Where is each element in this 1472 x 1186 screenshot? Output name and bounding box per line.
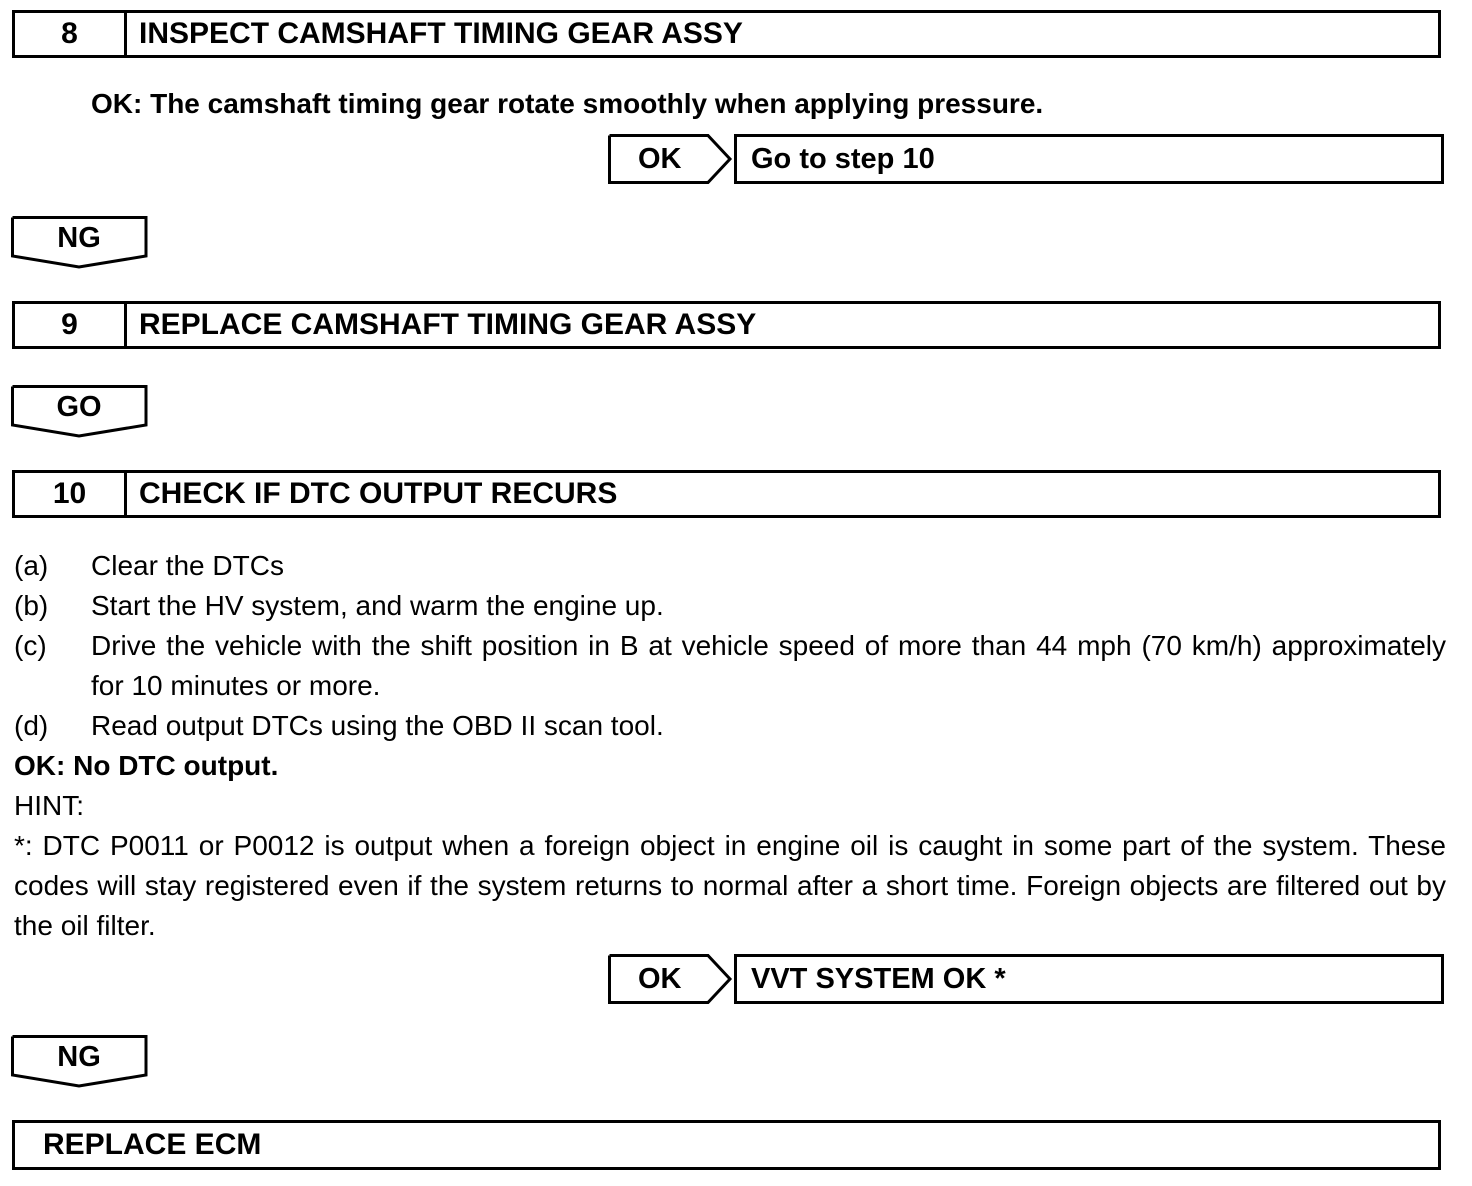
step-8-ng-branch [11, 216, 149, 268]
step-10-header [12, 470, 1441, 518]
final-action-box [12, 1120, 1441, 1170]
hint-label: HINT: [14, 790, 84, 821]
hint-text: *: DTC P0011 or P0012 is output when a foreign object in engine oil is caught in some part of the system. These codes will stay registered even if the system returns to normal after a short time. Foreign objects are filtered out by the oil filter. [14, 830, 1446, 941]
ng-label: NG [57, 222, 101, 254]
step-number: 8 [15, 13, 127, 55]
ng-label: NG [57, 1041, 101, 1073]
step-10-procedure [14, 546, 1446, 946]
ok-target-vvt-system-ok[interactable]: VVT SYSTEM OK * [734, 954, 1444, 1004]
procedure-text: Drive the vehicle with the shift position in B at vehicle speed of more than 44 mph (70 km/h) approximately for 10 minutes or more. [91, 630, 1446, 701]
procedure-text: Clear the DTCs [91, 550, 284, 581]
procedure-item [14, 586, 1446, 626]
step-title: INSPECT CAMSHAFT TIMING GEAR ASSY [139, 17, 743, 50]
procedure-item [14, 706, 1446, 746]
procedure-text: Read output DTCs using the OBD II scan tool. [91, 710, 664, 741]
final-action-title: REPLACE ECM [43, 1128, 262, 1161]
procedure-letter: (b) [14, 590, 49, 621]
step-8-ok-branch [608, 134, 1448, 184]
procedure-letter: (d) [14, 710, 49, 741]
procedure-text: Start the HV system, and warm the engine up. [91, 590, 664, 621]
ok-label: OK [638, 963, 682, 995]
ok-label: OK [638, 143, 682, 175]
step-8-header [12, 10, 1441, 58]
step-9-go-branch [11, 385, 149, 437]
ok-target-go-to-step-10[interactable]: Go to step 10 [734, 134, 1444, 184]
step-10-ok-branch [608, 954, 1448, 1004]
step-title: REPLACE CAMSHAFT TIMING GEAR ASSY [139, 308, 757, 341]
step-number: 9 [15, 304, 127, 346]
procedure-item [14, 626, 1446, 706]
step-10-ng-branch [11, 1035, 149, 1087]
procedure-letter: (c) [14, 630, 47, 661]
step-9-header [12, 301, 1441, 349]
step-number: 10 [15, 473, 127, 515]
step-title: CHECK IF DTC OUTPUT RECURS [139, 477, 618, 510]
procedure-item [14, 546, 1446, 586]
step-10-ok-condition: OK: No DTC output. [14, 750, 279, 781]
procedure-letter: (a) [14, 550, 49, 581]
step-8-ok-condition: OK: The camshaft timing gear rotate smoothly when applying pressure. [91, 88, 1044, 119]
go-label: GO [56, 391, 102, 423]
